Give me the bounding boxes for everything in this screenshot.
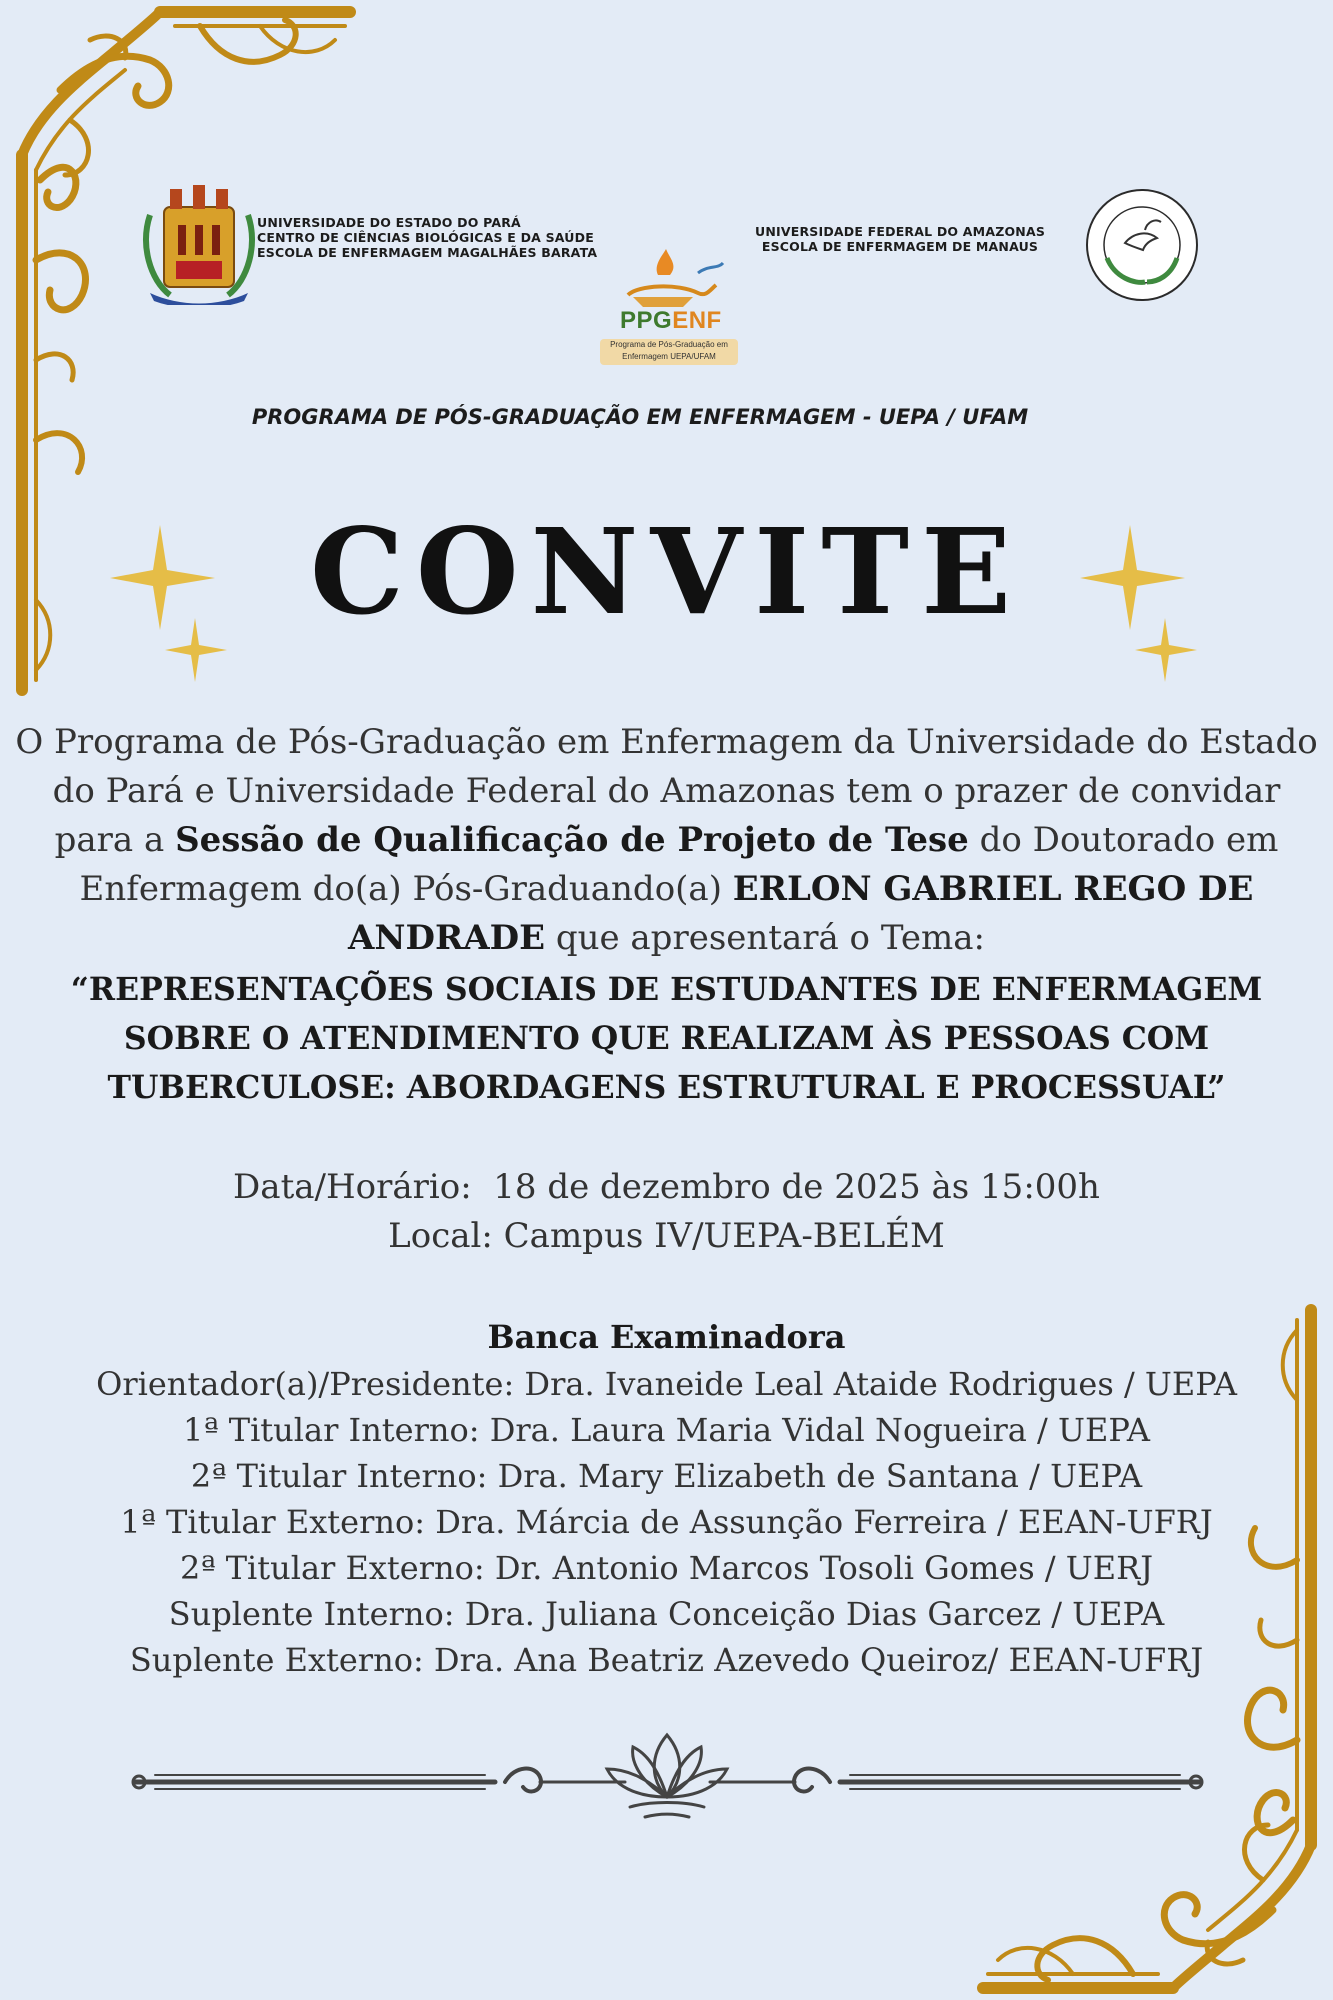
uepa-crest-logo bbox=[140, 185, 258, 305]
oil-lamp-icon bbox=[598, 245, 740, 315]
ppgenf-caption-2: Enfermagem UEPA/UFAM bbox=[622, 352, 716, 361]
event-datetime: Data/Horário: 18 de dezembro de 2025 às 15:00h bbox=[233, 1167, 1100, 1207]
invitation-paragraph bbox=[10, 718, 1323, 963]
banca-member: 2ª Titular Interno: Dra. Mary Elizabeth de Santana / UEPA bbox=[190, 1457, 1143, 1495]
ppgenf-name-b: ENF bbox=[672, 307, 722, 334]
session-type: Sessão de Qualificação de Projeto de Tese bbox=[175, 820, 969, 860]
invitation-text-1: O Programa de Pós-Graduação em Enfermagem da Universidade do Estado do Pará e Universidade Federal do Amazonas tem o prazer de convidar para a bbox=[15, 722, 1318, 860]
ppgenf-logo bbox=[598, 245, 740, 367]
ufam-institution-block bbox=[740, 224, 1060, 254]
ufam-line-2: ESCOLA DE ENFERMAGEM DE MANAUS bbox=[761, 239, 1039, 254]
invitation-title: CONVITE bbox=[309, 502, 1024, 641]
event-details bbox=[0, 1163, 1333, 1261]
thesis-theme: “REPRESENTAÇÕES SOCIAIS DE ESTUDANTES DE ENFERMAGEM SOBRE O ATENDIMENTO QUE REALIZAM ÀS PESSOAS COM TUBERCULOSE: ABORDAGENS ESTRUTURAL E PROCESSUAL” bbox=[70, 971, 1263, 1106]
banca-member: 1ª Titular Externo: Dra. Márcia de Assunção Ferreira / EEAN-UFRJ bbox=[120, 1503, 1213, 1541]
banca-members bbox=[0, 1361, 1333, 1683]
banca-member: 2ª Titular Externo: Dr. Antonio Marcos Tosoli Gomes / UERJ bbox=[179, 1549, 1154, 1587]
invitation-text-2: do Doutorado em Enfermagem do(a) Pós-Graduando(a) bbox=[79, 820, 1279, 909]
event-location: Local: Campus IV/UEPA-BELÉM bbox=[388, 1216, 945, 1256]
banca-member: Suplente Interno: Dra. Juliana Conceição Dias Garcez / UEPA bbox=[168, 1595, 1165, 1633]
banca-member: Suplente Externo: Dra. Ana Beatriz Azevedo Queiroz/ EEAN-UFRJ bbox=[129, 1641, 1204, 1679]
banca-title: Banca Examinadora bbox=[487, 1318, 846, 1356]
program-title: PROGRAMA DE PÓS-GRADUAÇÃO EM ENFERMAGEM - UEPA / UFAM bbox=[251, 405, 1029, 429]
ufam-line-1: UNIVERSIDADE FEDERAL DO AMAZONAS bbox=[754, 224, 1046, 239]
uepa-institution-block bbox=[257, 215, 597, 260]
banca-member: Orientador(a)/Presidente: Dra. Ivaneide Leal Ataide Rodrigues / UEPA bbox=[96, 1365, 1237, 1403]
student-name: ERLON GABRIEL REGO DE ANDRADE bbox=[348, 869, 1254, 958]
ufam-seal-logo bbox=[1085, 188, 1199, 302]
ppgenf-caption-1: Programa de Pós-Graduação em bbox=[610, 340, 728, 349]
uepa-line-2: CENTRO DE CIÊNCIAS BIOLÓGICAS E DA SAÚDE bbox=[257, 230, 594, 245]
uepa-line-1: UNIVERSIDADE DO ESTADO DO PARÁ bbox=[257, 215, 521, 230]
lotus-divider-icon bbox=[125, 1725, 1210, 1835]
ppgenf-name-a: PPG bbox=[620, 307, 673, 334]
banca-member: 1ª Titular Interno: Dra. Laura Maria Vidal Nogueira / UEPA bbox=[182, 1411, 1151, 1449]
invitation-text-3: que apresentará o Tema: bbox=[545, 918, 985, 958]
uepa-line-3: ESCOLA DE ENFERMAGEM MAGALHÃES BARATA bbox=[257, 245, 598, 260]
